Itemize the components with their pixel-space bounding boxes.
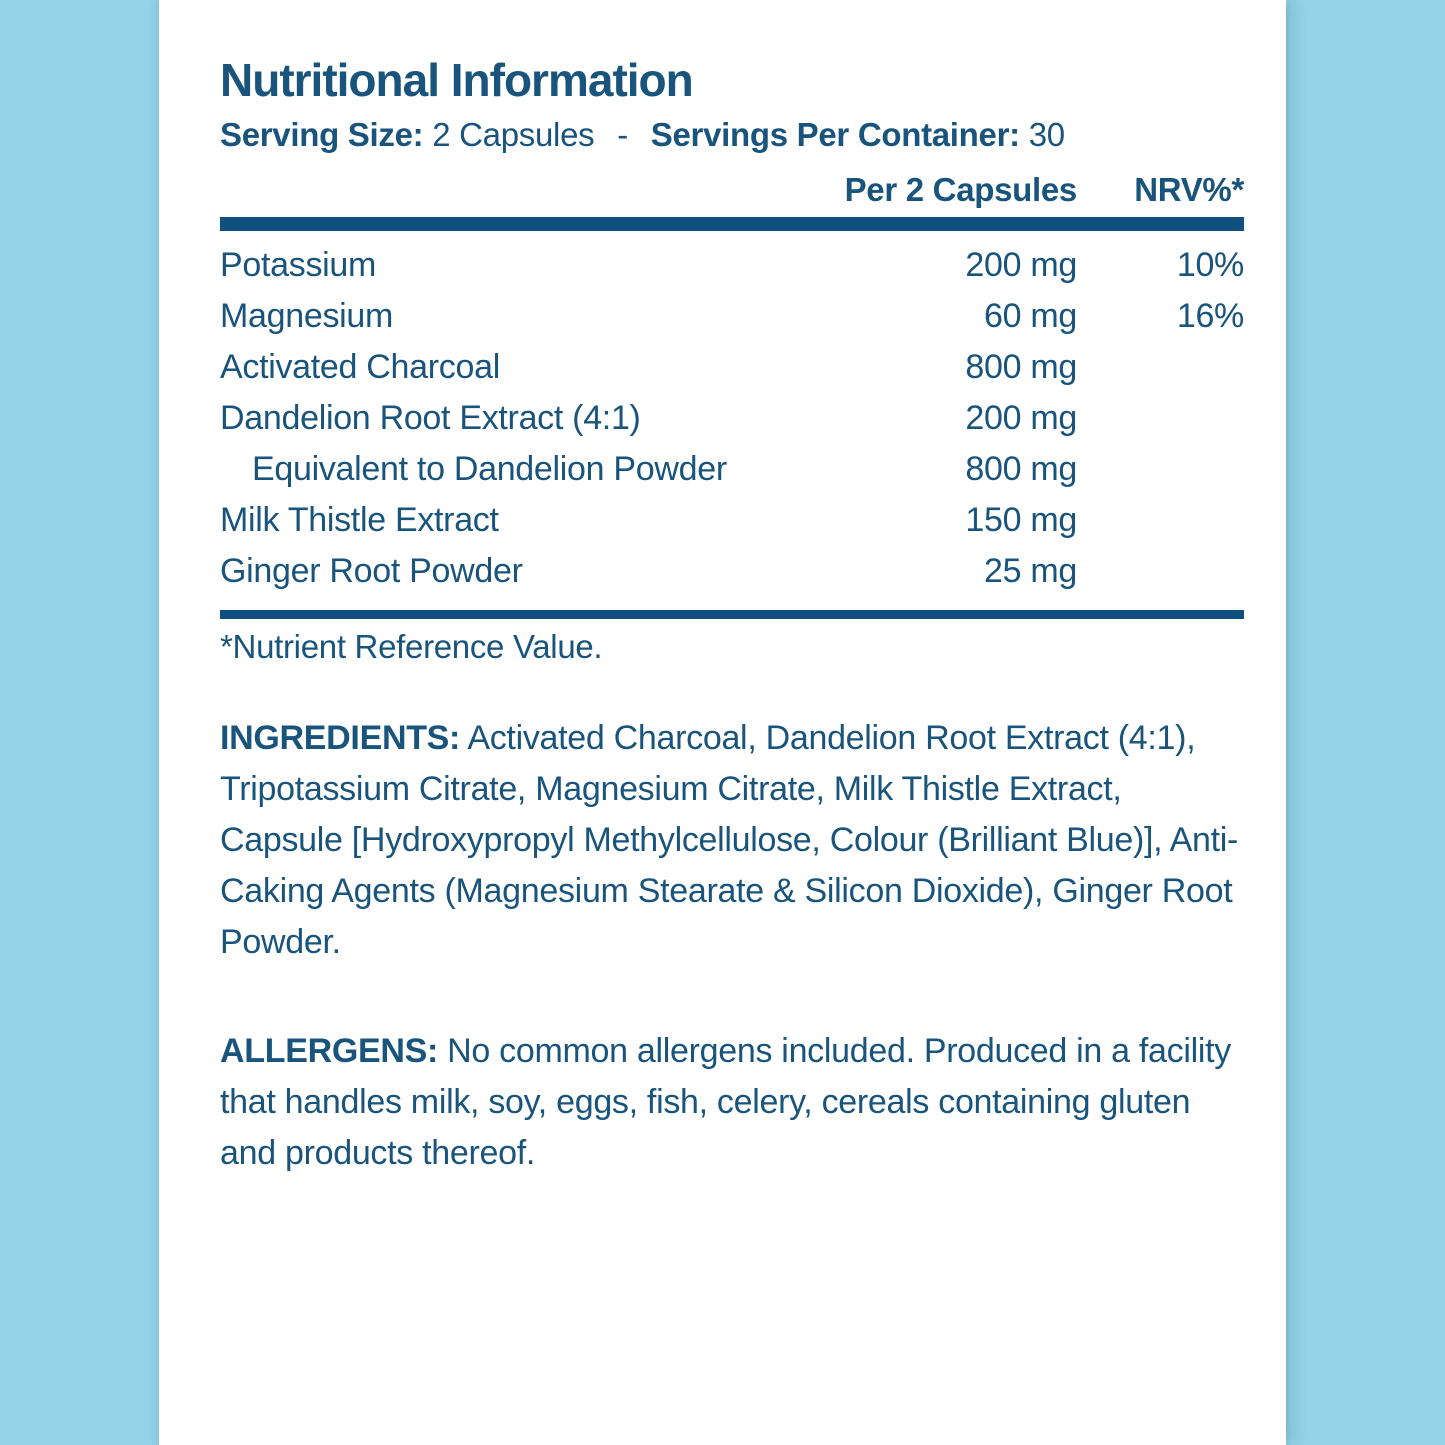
- allergens-paragraph: [220, 1026, 1244, 1179]
- nutrient-name: Dandelion Root Extract (4:1): [220, 398, 641, 437]
- page-title: Nutritional Information: [220, 54, 693, 106]
- allergens-label: ALLERGENS:: [220, 1031, 439, 1070]
- column-header-amount: Per 2 Capsules: [844, 170, 1077, 208]
- table-row: [220, 342, 1244, 393]
- servings-per-container-value: 30: [1028, 115, 1065, 153]
- servings-per-container-label: Servings Per Container:: [650, 115, 1020, 153]
- nutrient-nrv: 16%: [1176, 296, 1244, 335]
- nutrient-name: Activated Charcoal: [220, 347, 500, 386]
- table-row: [220, 393, 1244, 444]
- nutrient-name: Magnesium: [220, 296, 394, 335]
- nutrient-nrv: [1077, 546, 1244, 597]
- ingredients-text: Activated Charcoal, Dandelion Root Extract (4:1), Tripotassium Citrate, Magnesium Citrate, Milk Thistle Extract, Capsule [Hydroxypropyl Methylcellulose, Colour (Brilliant Blue)], Anti-Caking Agents (Magnesium Stearate & Silicon Dioxide), Ginger Root Powder.: [220, 718, 1239, 961]
- nutrient-nrv: [1077, 393, 1244, 444]
- nutrition-label-content: [159, 0, 1286, 1179]
- table-column-headers: [220, 171, 1244, 209]
- column-header-nrv: NRV%*: [1134, 170, 1244, 208]
- allergens-text: No common allergens included. Produced in a facility that handles milk, soy, eggs, fish, celery, cereals containing gluten and products thereof.: [220, 1031, 1231, 1172]
- nutrient-amount: 800 mg: [965, 449, 1077, 488]
- nutrient-nrv: [1077, 342, 1244, 393]
- nutrient-amount: 200 mg: [965, 398, 1077, 437]
- separator-dash: -: [617, 115, 628, 153]
- table-top-rule: [220, 217, 1244, 231]
- nutrient-name: Potassium: [220, 245, 377, 284]
- nutrient-nrv: 10%: [1176, 245, 1244, 284]
- nutrient-nrv: [1077, 444, 1244, 495]
- serving-size-value: 2 Capsules: [432, 115, 595, 153]
- nutrient-amount: 800 mg: [965, 347, 1077, 386]
- nutrient-name: Equivalent to Dandelion Powder: [252, 449, 727, 488]
- column-header-spacer: [220, 171, 827, 209]
- nutrition-label-panel: [159, 0, 1286, 1445]
- nutrient-name: Milk Thistle Extract: [220, 500, 499, 539]
- serving-size-label: Serving Size:: [220, 115, 424, 153]
- table-row: [220, 291, 1244, 342]
- table-bottom-rule: [220, 610, 1244, 619]
- table-row: [220, 240, 1244, 291]
- table-row: [220, 495, 1244, 546]
- nutrient-amount: 150 mg: [965, 500, 1077, 539]
- ingredients-label: INGREDIENTS:: [220, 718, 461, 757]
- nutrient-amount: 200 mg: [965, 245, 1077, 284]
- nutrient-nrv: [1077, 495, 1244, 546]
- ingredients-paragraph: [220, 713, 1244, 968]
- nutrition-table-body: [220, 240, 1244, 597]
- nutrient-amount: 60 mg: [984, 296, 1077, 335]
- table-row: [220, 444, 1244, 495]
- nrv-footnote: *Nutrient Reference Value.: [220, 627, 603, 665]
- nutrient-amount: 25 mg: [984, 551, 1077, 590]
- serving-info-line: [220, 114, 1244, 155]
- nutrient-name: Ginger Root Powder: [220, 551, 523, 590]
- table-row: [220, 546, 1244, 597]
